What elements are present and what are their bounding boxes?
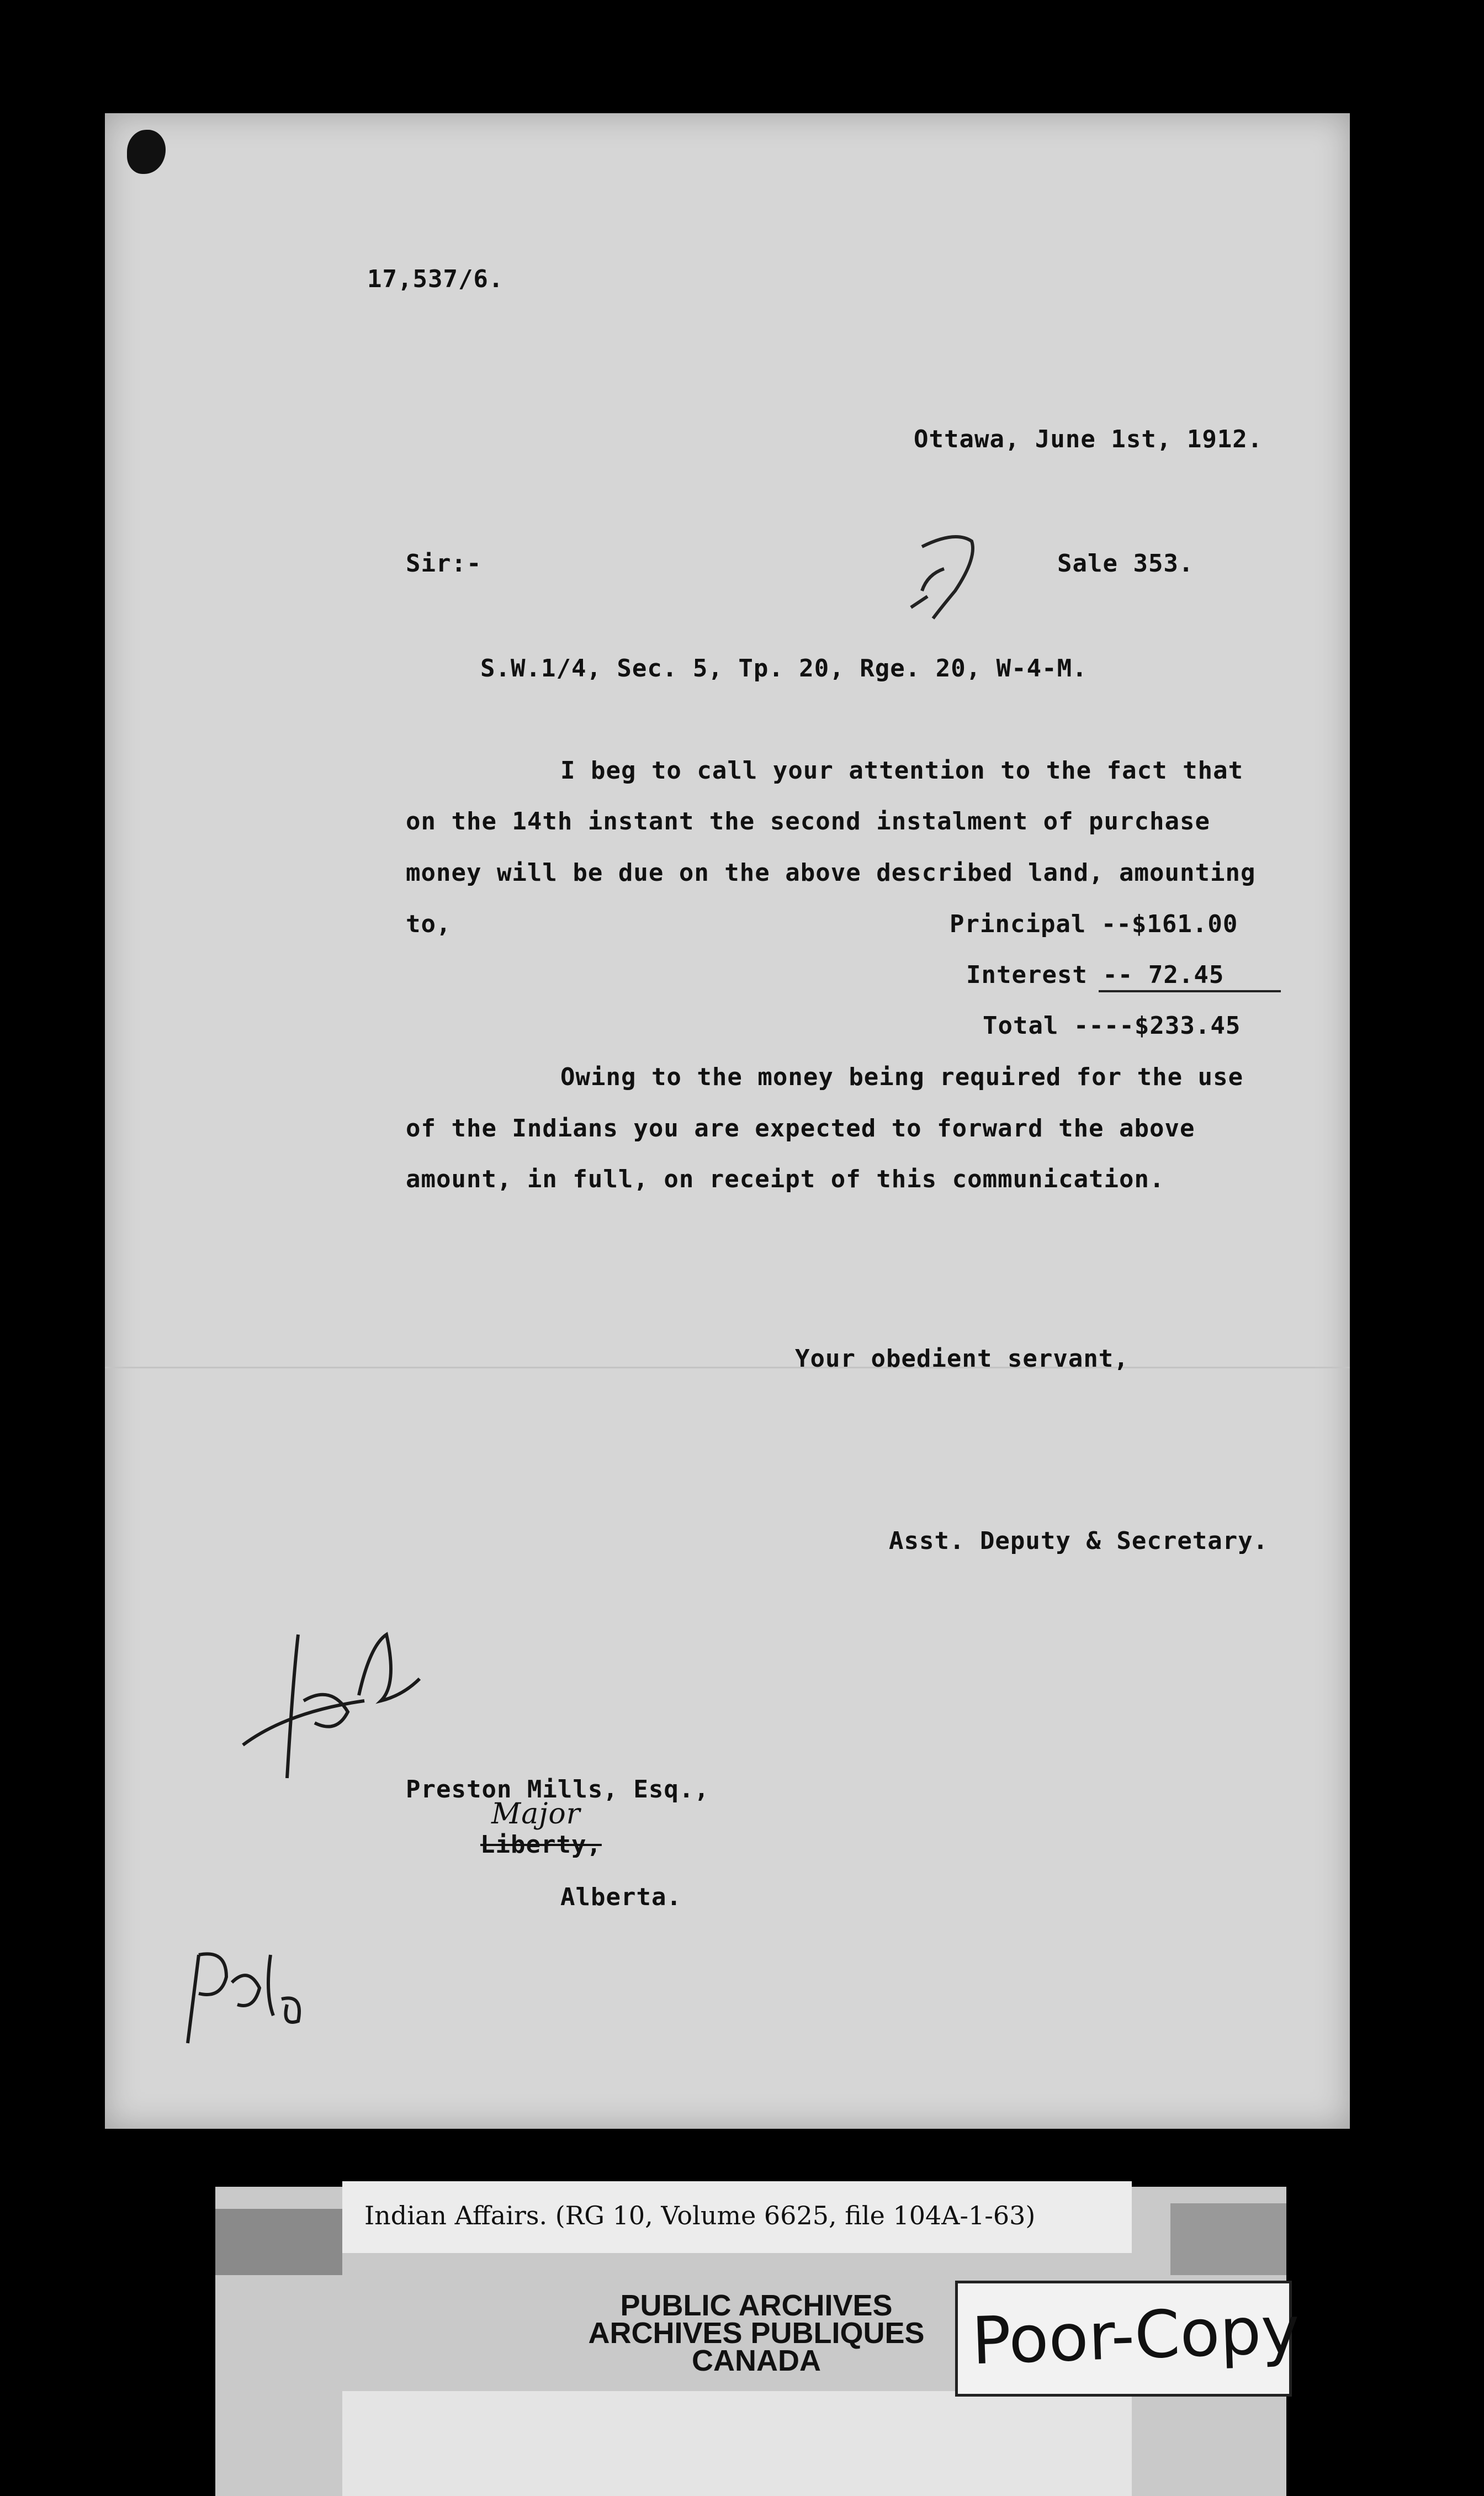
- signature-title: Asst. Deputy & Secretary.: [889, 1527, 1269, 1555]
- interest-amount: Interest -- 72.45: [966, 961, 1225, 989]
- page-fold-line: [105, 1367, 1350, 1368]
- addressee-province: Alberta.: [560, 1883, 682, 1911]
- lower-label-card: [342, 2391, 1132, 2496]
- addressee-name: Preston Mills, Esq.,: [406, 1775, 709, 1804]
- body2-line-1: Owing to the money being required for the use: [560, 1063, 1244, 1091]
- archive-reference: Indian Affairs. (RG 10, Volume 6625, file 104A-1-63): [364, 2201, 1036, 2230]
- body2-line-2: of the Indians you are expected to forward the above: [406, 1114, 1195, 1143]
- strip-tab-left: [215, 2209, 342, 2275]
- addressee-town-correction: Major: [491, 1797, 581, 1831]
- body-line-4: to,: [406, 910, 452, 938]
- body-line-1: I beg to call your attention to the fact that: [560, 757, 1244, 785]
- stamp-line-2: ARCHIVES PUBLIQUES: [588, 2317, 925, 2350]
- handwritten-initials: [221, 1601, 453, 1795]
- handwritten-note: [177, 1933, 320, 2054]
- handwritten-mark: [889, 525, 999, 630]
- body-line-3: money will be due on the above described land, amounting: [406, 859, 1256, 887]
- land-description: S.W.1/4, Sec. 5, Tp. 20, Rge. 20, W-4-M.: [480, 654, 1088, 683]
- strip-tab-right: [1170, 2203, 1286, 2275]
- addressee-town: Liberty,: [480, 1831, 602, 1859]
- total-amount: Total ----$233.45: [983, 1012, 1241, 1040]
- salutation: Sir:-: [406, 549, 482, 578]
- body2-line-3: amount, in full, on receipt of this communication.: [406, 1165, 1165, 1193]
- stamp-line-3: CANADA: [692, 2344, 821, 2377]
- place-date: Ottawa, June 1st, 1912.: [914, 425, 1263, 453]
- closing: Your obedient servant,: [795, 1345, 1129, 1373]
- poor-copy-label: Poor-Copy: [970, 2291, 1301, 2379]
- sum-underline: [1099, 990, 1281, 992]
- sale-number: Sale 353.: [1057, 549, 1194, 578]
- file-number: 17,537/6.: [367, 265, 504, 293]
- archives-stamp: [558, 2289, 955, 2377]
- principal-amount: Principal --$161.00: [950, 910, 1238, 938]
- stamp-line-1: PUBLIC ARCHIVES: [620, 2289, 893, 2322]
- body-line-2: on the 14th instant the second instalment of purchase: [406, 807, 1210, 835]
